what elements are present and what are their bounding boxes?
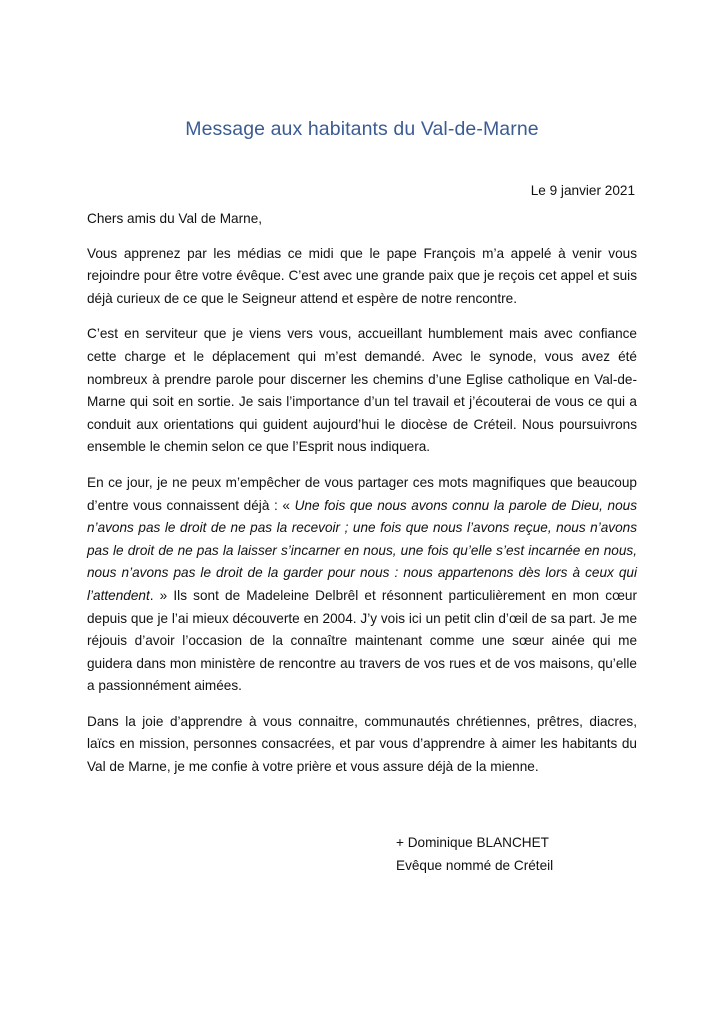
paragraph-4: Dans la joie d’apprendre à vous connaitre, communautés chrétiennes, prêtres, diacres, laïcs en mission, personnes consacrées, et par vous d’apprendre à aimer les habitants du Val de Marne, je me confie à votre prière et vous assure déjà de la mienne. <box>87 713 637 775</box>
letter-date: Le 9 janvier 2021 <box>530 183 635 198</box>
paragraph-3 <box>87 472 637 698</box>
signature-name: + Dominique BLANCHET <box>396 835 549 850</box>
document-title: Message aux habitants du Val-de-Marne <box>185 118 539 140</box>
greeting: Chers amis du Val de Marne, <box>87 211 263 226</box>
paragraph-2: C’est en serviteur que je viens vers vous, accueillant humblement mais avec confiance cette charge et le déplacement qui m’est demandé. Avec le synode, vous avez été nombreux à prendre parole pour discerner les chemins d’une Eglise catholique en Val-de-Marne qui soit en sortie. Je sais l’importance d’un tel travail et j’écouterai de vous ce qui a conduit aux orientations qui guident aujourd’hui le diocèse de Créteil. Nous poursuivrons ensemble le chemin selon ce que l’Esprit nous indiquera. <box>87 326 637 455</box>
letter-body <box>87 208 637 792</box>
madeleine-delbrel-quote: Une fois que nous avons connu la parole de Dieu, nous n’avons pas le droit de ne pas la recevoir ; une fois que nous l’avons reçue, nous n’avons pas le droit de ne pas la laisser s’incarner en nous, une fois qu’elle s’est incarnée en nous, nous n’avons pas le droit de la garder pour nous : nous appartenons dès lors à ceux qui l’attendent <box>87 497 638 603</box>
signature-block <box>396 832 553 877</box>
paragraph-3-intro: En ce jour, je ne peux m’empêcher de vous partager ces mots magnifiques que beaucoup d’entre vous connaissent déjà : « <box>87 474 637 513</box>
signature-role: Evêque nommé de Créteil <box>396 857 554 873</box>
paragraph-3-outro: . » Ils sont de Madeleine Delbrêl et résonnent particulièrement en mon cœur depuis que je l’ai mieux découverte en 2004. J’y vois ici un petit clin d’œil de sa part. Je me réjouis d’avoir l’occasion de la connaître maintenant comme une sœur ainée qui me guidera dans mon ministère de rencontre au travers de vos rues et de vos maisons, qu’elle a passionnément aimées. <box>87 587 637 694</box>
paragraph-1: Vous apprenez par les médias ce midi que le pape François m’a appelé à venir vous rejoindre pour être votre évêque. C’est avec une grande paix que je reçois cet appel et suis déjà curieux de ce que le Seigneur attend et espère de notre rencontre. <box>87 245 637 306</box>
